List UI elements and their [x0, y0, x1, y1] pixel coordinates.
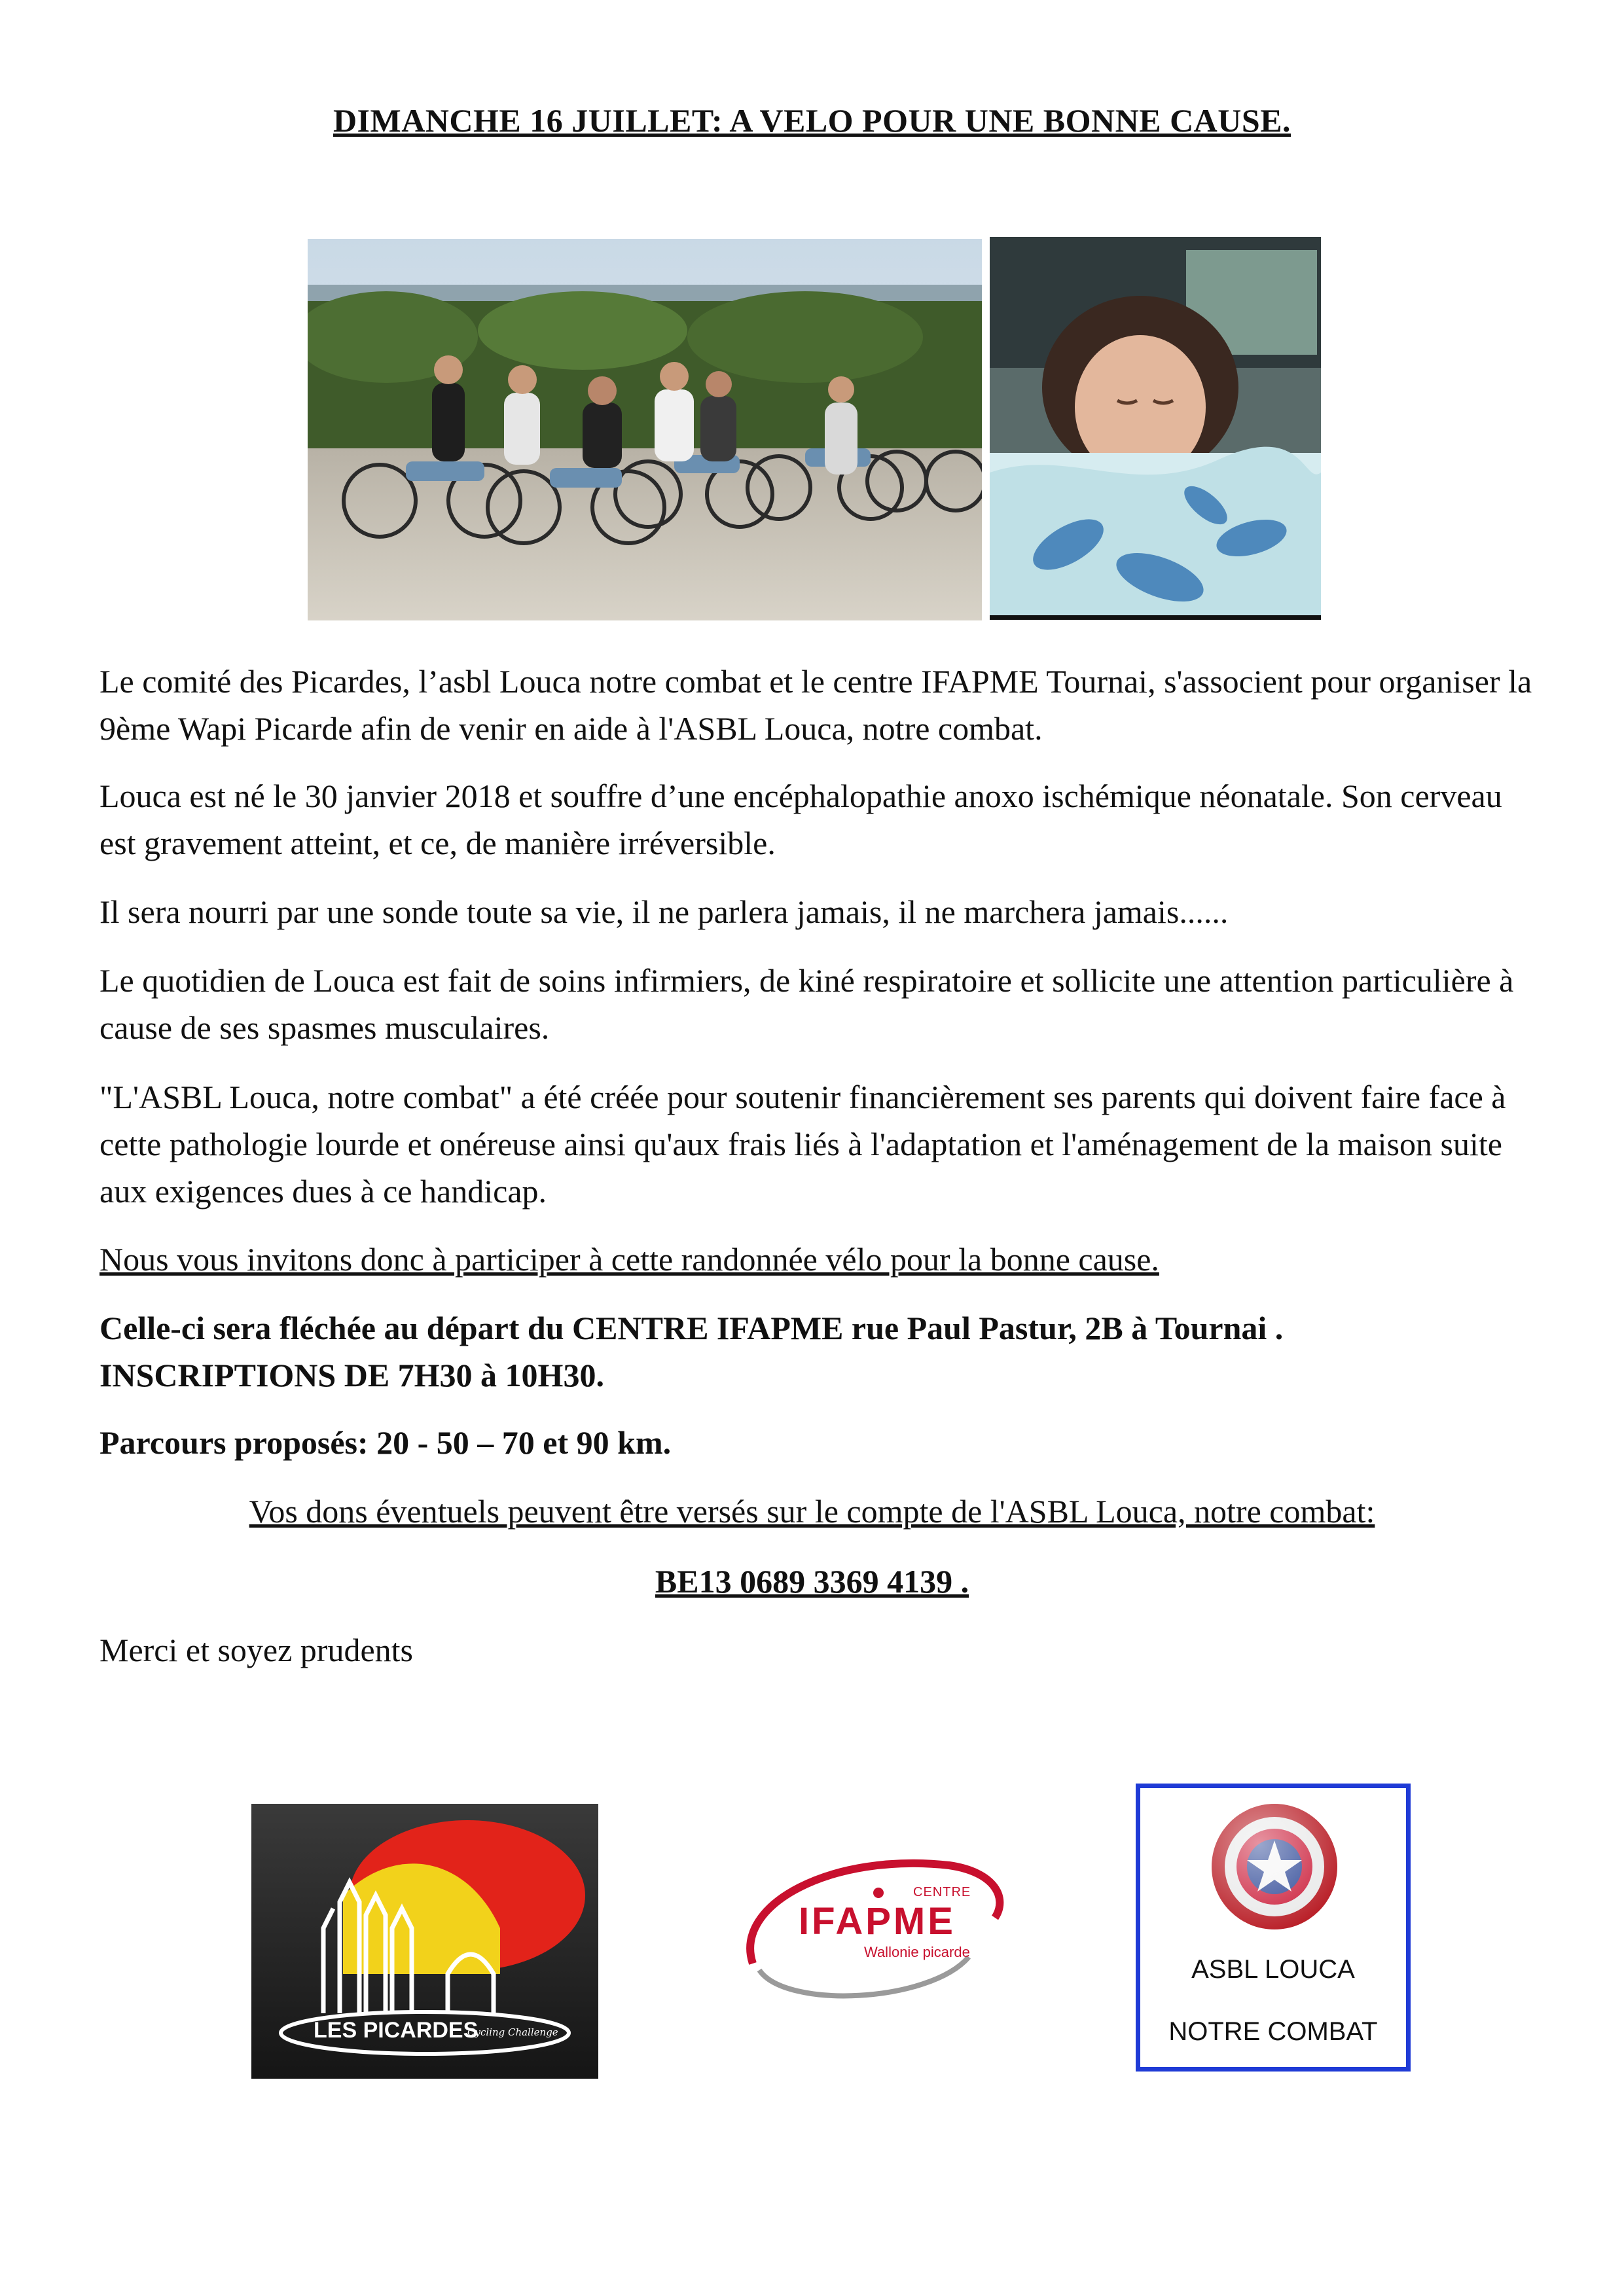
louca-tagline: NOTRE COMBAT — [1168, 2017, 1378, 2046]
paragraph-intro: Le comité des Picardes, l’asbl Louca notre combat et le centre IFAPME Tournai, s'associent pour organiser la 9ème Wapi Picarde afin de venir en aide à l'ASBL Louca, notre combat. — [99, 663, 1532, 747]
paragraph-daily-care: Le quotidien de Louca est fait de soins infirmiers, de kiné respiratoire et sollicite une attention particulière à cause de ses spasmes musculaires. — [99, 962, 1514, 1046]
closing-message: Merci et soyez prudents — [99, 1632, 414, 1668]
cyclists-photo — [308, 239, 982, 620]
paragraph-feeding: Il sera nourri par une sonde toute sa vie, il ne parlera jamais, il ne marchera jamais...... — [99, 893, 1229, 930]
routes-info: Parcours proposés: 20 - 50 – 70 et 90 km. — [99, 1424, 672, 1461]
picardes-script: Cycling Challenge — [467, 2026, 558, 2038]
paragraph-invitation: Nous vous invitons donc à participer à cette randonnée vélo pour la bonne cause. — [99, 1241, 1159, 1278]
donation-info: Vos dons éventuels peuvent être versés sur le compte de l'ASBL Louca, notre combat: — [249, 1493, 1375, 1530]
paragraph-asbl: "L'ASBL Louca, notre combat" a été créée pour soutenir financièrement ses parents qui doivent faire face à cette pathologie lourde et onéreuse ainsi qu'aux frais liés à l'adaptation et l'aménagement de la maison suite aux exigences dues à ce handicap. — [99, 1079, 1506, 1210]
child-photo — [990, 237, 1321, 620]
page-title: DIMANCHE 16 JUILLET: A VELO POUR UNE BONNE CAUSE. — [333, 102, 1291, 139]
picardes-name: LES PICARDES — [314, 2018, 478, 2043]
captain-america-shield-icon — [1209, 1801, 1340, 1932]
asbl-louca-logo — [1136, 1784, 1411, 2072]
departure-info: Celle-ci sera fléchée au départ du CENTRE IFAPME rue Paul Pastur, 2B à Tournai . — [99, 1310, 1284, 1346]
paragraph-louca-birth: Louca est né le 30 janvier 2018 et souffre d’une encéphalopathie anoxo ischémique néonatale. Son cerveau est gravement atteint, et ce, de manière irréversible. — [99, 778, 1502, 861]
les-picardes-logo — [251, 1804, 598, 2079]
ifapme-name: IFAPME — [799, 1900, 956, 1943]
louca-name: ASBL LOUCA — [1191, 1955, 1355, 1984]
ifapme-subtitle: Wallonie picarde — [864, 1944, 970, 1960]
ifapme-centre-label: CENTRE — [913, 1885, 971, 1899]
registration-hours: INSCRIPTIONS DE 7H30 à 10H30. — [99, 1357, 604, 1393]
ifapme-logo — [733, 1846, 1008, 2009]
bank-account: BE13 0689 3369 4139 . — [655, 1563, 969, 1600]
